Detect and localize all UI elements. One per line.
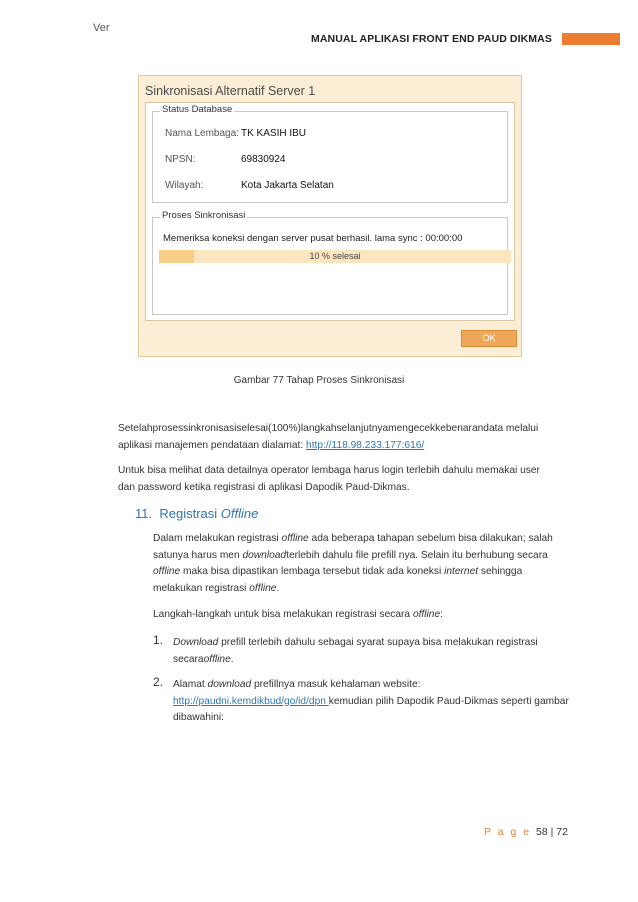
field-label-npsn: NPSN: — [165, 154, 196, 165]
sync-progress-label: 10 % selesai — [309, 251, 361, 261]
page-footer — [484, 826, 568, 838]
field-label-wilayah: Wilayah: — [165, 180, 204, 191]
dialog-title: Sinkronisasi Alternatif Server 1 — [145, 84, 316, 98]
proses-sinkronisasi-legend: Proses Sinkronisasi — [162, 210, 246, 221]
header-accent-bar — [562, 33, 620, 45]
list-item-2 — [173, 677, 573, 727]
sync-progress-bar — [159, 250, 511, 263]
manajemen-pendataan-link[interactable]: http://118.98.233.177:616/ — [306, 439, 425, 451]
text-run-italic: internet — [444, 566, 479, 577]
field-value-npsn: 69830924 — [241, 154, 286, 165]
text-run: ada beberapa tahapan sebelum bisa dilakukan; salah satunya harus men — [153, 533, 553, 561]
paragraph-sync-text: Setelahprosessinkronisasiselesai(100%)langkahselanjutnyamengecekkebenarandata melalui aplikasi manajemen pendataan dialamat: — [118, 423, 539, 451]
list-item-number-1: 1. — [153, 633, 164, 647]
dialog-body — [145, 102, 515, 321]
version-label: Ver — [93, 22, 110, 34]
paragraph-sync-result — [118, 421, 558, 454]
paudni-download-link[interactable]: http://paudni.kemdikbud/go/id/dpn — [173, 695, 329, 707]
paragraph-login-info: Untuk bisa melihat data detailnya operator lembaga harus login terlebih dahulu memakai user dan password ketika registrasi di aplikasi Dapodik Paud-Dikmas. — [118, 465, 540, 493]
text-run: sehingga melakukan registrasi — [153, 566, 523, 594]
field-value-nama-lembaga: TK KASIH IBU — [241, 128, 307, 139]
list-item-1 — [173, 635, 573, 668]
text-run: maka bisa dipastikan lembaga tersebut tidak ada koneksi — [180, 566, 445, 577]
list-item-number-2: 2. — [153, 675, 164, 689]
text-run-italic: offline — [249, 582, 277, 594]
section-title-italic: Offline — [220, 506, 259, 521]
text-run: prefill terlebih dahulu sebagai syarat supaya bisa melakukan registrasi secara — [173, 637, 538, 665]
text-run-italic: offline — [153, 566, 181, 577]
status-database-group — [152, 104, 508, 203]
proses-sinkronisasi-group — [152, 210, 508, 315]
text-run-italic: download — [242, 549, 287, 561]
section-title-prefix: Registrasi — [159, 506, 221, 521]
page-word: P a g e — [484, 826, 532, 838]
text-run: : — [440, 609, 443, 620]
paragraph-registrasi-offline — [153, 531, 573, 597]
text-run: Alamat — [173, 679, 208, 690]
sync-status-message: Memeriksa koneksi dengan server pusat berhasil. lama sync : 00:00:00 — [163, 233, 463, 244]
text-run-italic: offline — [203, 653, 231, 665]
field-value-wilayah: Kota Jakarta Selatan — [241, 180, 334, 191]
text-run: Dalam melakukan registrasi — [153, 533, 282, 544]
text-run-italic: offline — [412, 609, 441, 620]
document-header-title: MANUAL APLIKASI FRONT END PAUD DIKMAS — [311, 33, 552, 45]
text-run: kemudian pilih Dapodik Paud-Dikmas seperti gambar dibawahini: — [173, 695, 569, 723]
text-run: prefillnya masuk kehalaman website: — [251, 679, 421, 690]
section-heading-registrasi-offline — [135, 506, 258, 521]
text-run: terlebih dahulu file prefill nya. Selain itu berhubung secara — [286, 549, 548, 561]
sync-dialog-screenshot — [138, 75, 522, 357]
text-run: . — [230, 653, 234, 665]
text-run-italic: offline — [281, 533, 309, 544]
text-run-italic: download — [207, 679, 252, 690]
paragraph-langkah — [153, 607, 573, 624]
text-run-italic: Download — [173, 637, 219, 648]
ok-button[interactable]: OK — [461, 330, 517, 347]
status-database-legend: Status Database — [162, 104, 233, 115]
field-label-nama-lembaga: Nama Lembaga: — [165, 128, 239, 139]
page-number: 58 | 72 — [536, 826, 568, 838]
text-run: . — [276, 582, 280, 594]
section-number: 11. — [135, 506, 153, 521]
text-run: Langkah-langkah untuk bisa melakukan registrasi secara — [153, 609, 413, 620]
figure-caption: Gambar 77 Tahap Proses Sinkronisasi — [233, 375, 405, 386]
